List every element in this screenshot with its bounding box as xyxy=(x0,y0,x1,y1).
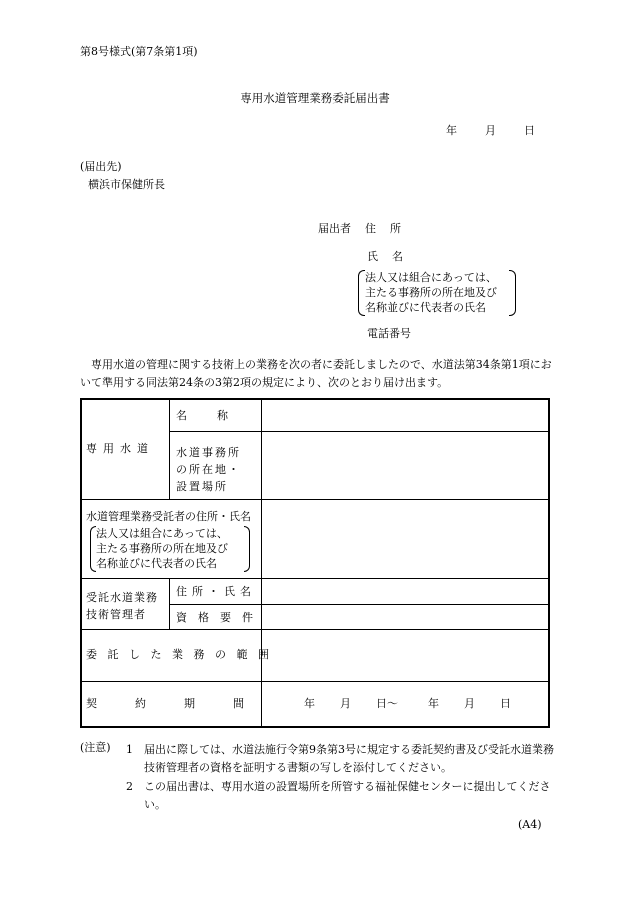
applicant-corporate-note xyxy=(358,270,516,316)
form-table xyxy=(80,398,550,728)
recipient-label: (届出先) xyxy=(80,160,122,173)
period-end-year: 年 xyxy=(428,697,439,710)
corporate-note-line: 主たる事務所の所在地及び xyxy=(365,286,497,299)
period-start-month: 月 xyxy=(340,697,351,710)
trustee-corporate-note xyxy=(90,526,250,572)
applicant-phone-label: 電話番号 xyxy=(367,327,411,340)
date-month: 月 xyxy=(485,124,496,137)
applicant-label: 届出者 xyxy=(318,222,351,235)
contract-period-label: 契約期間 xyxy=(86,697,282,710)
paper-size-label: (A4) xyxy=(518,818,542,831)
engineer-label-line: 受託水道業務 xyxy=(86,591,158,604)
note-text: この届出書は、専用水道の設置場所を所管する福祉保健センターに提出してください。 xyxy=(144,780,551,811)
table-divider xyxy=(169,400,170,499)
table-divider xyxy=(169,578,170,629)
contract-period-value[interactable] xyxy=(304,697,511,711)
corporate-note-line: 法人又は組合にあっては、 xyxy=(365,271,497,284)
notes-heading: (注意) xyxy=(80,741,111,754)
table-divider xyxy=(82,629,548,630)
corporate-note-line: 名称並びに代表者の氏名 xyxy=(365,301,486,314)
submission-date xyxy=(446,124,535,138)
date-year: 年 xyxy=(446,124,457,137)
dedicated-waterworks-label: 専用水道 xyxy=(86,442,154,455)
applicant-address-label: 住所 xyxy=(365,222,415,235)
office-location-line: 水道事務所 xyxy=(176,446,241,459)
office-location-line: の所在地・ xyxy=(176,463,241,476)
table-divider xyxy=(82,499,548,500)
body-paragraph xyxy=(80,356,555,392)
form-number: 第8号様式(第7条第1項) xyxy=(80,45,198,58)
date-day: 日 xyxy=(524,124,535,137)
table-divider xyxy=(169,604,548,605)
engineer-address-field[interactable] xyxy=(263,580,547,603)
table-divider xyxy=(169,431,548,432)
period-start-year: 年 xyxy=(304,697,315,710)
scope-field[interactable] xyxy=(263,631,547,680)
trustee-note-line: 法人又は組合にあっては、 xyxy=(96,527,228,540)
table-divider xyxy=(82,578,548,579)
note-number: 1 xyxy=(126,743,133,756)
engineer-qualification-field[interactable] xyxy=(263,606,547,628)
period-end-day: 日 xyxy=(500,697,511,710)
office-location-field[interactable] xyxy=(263,433,547,498)
trustee-note-line: 主たる事務所の所在地及び xyxy=(96,542,228,555)
note-number: 2 xyxy=(126,780,133,793)
recipient-name: 横浜市保健所長 xyxy=(88,178,165,191)
engineer-qualification-label: 資格要件 xyxy=(176,611,264,624)
document-title: 専用水道管理業務委託届出書 xyxy=(240,91,390,105)
table-divider xyxy=(82,681,548,682)
engineer-address-label: 住所・氏名 xyxy=(176,585,256,598)
office-location-line: 設置場所 xyxy=(176,480,228,493)
note-text: 届出に際しては、水道法施行令第9条第3号に規定する委託契約書及び受託水道業務技術管理者の資格を証明する書類の写しを添付してください。 xyxy=(144,743,554,774)
trustee-label: 水道管理業務受託者の住所・氏名 xyxy=(86,510,251,523)
period-end-month: 月 xyxy=(464,697,475,710)
trustee-note-line: 名称並びに代表者の氏名 xyxy=(96,557,217,570)
waterworks-name-field[interactable] xyxy=(263,401,547,430)
table-divider xyxy=(261,400,262,726)
trustee-field[interactable] xyxy=(263,501,547,577)
scope-label: 委託した業務の範囲 xyxy=(86,648,280,661)
period-start-day: 日〜 xyxy=(376,697,398,710)
engineer-label xyxy=(86,589,158,623)
engineer-label-line: 技術管理者 xyxy=(86,608,146,621)
applicant-name-label: 氏名 xyxy=(367,250,417,263)
body-text: 専用水道の管理に関する技術上の業務を次の者に委託しましたので、水道法第34条第1項において準用する同法第24条の3第2項の規定により、次のとおり届け出ます。 xyxy=(80,358,552,389)
office-location-label xyxy=(176,444,258,495)
waterworks-name-label: 名称 xyxy=(176,409,258,422)
